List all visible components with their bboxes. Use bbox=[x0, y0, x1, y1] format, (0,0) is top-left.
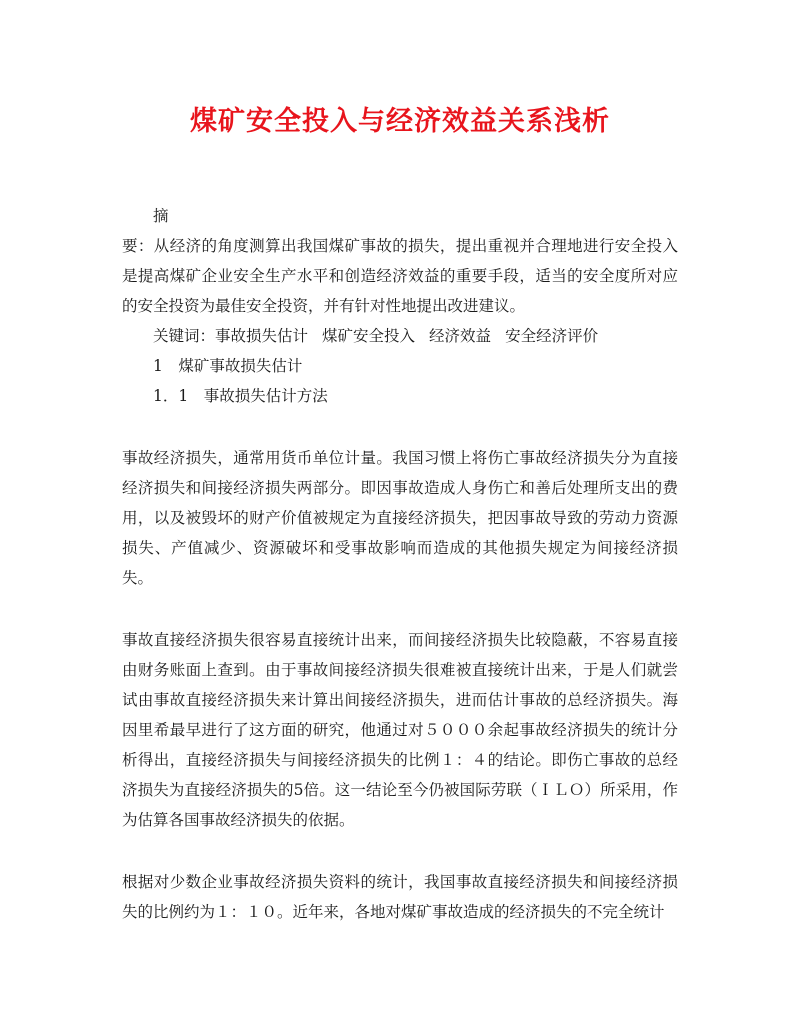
document-title: 煤矿安全投入与经济效益关系浅析 bbox=[190, 106, 610, 137]
body-paragraph: 根据对少数企业事故经济损失资料的统计，我国事故直接经济损失和间接经济损失的比例约为１：１０。近年来，各地对煤矿事故造成的经济损失的不完全统计 bbox=[122, 873, 678, 921]
keywords-line bbox=[122, 321, 678, 351]
keywords-label: 关键词： bbox=[153, 327, 216, 345]
body-paragraph: 事故直接经济损失很容易直接统计出来，而间接经济损失比较隐蔽，不容易直接由财务账面上查到。由于事故间接经济损失很难被直接统计出来，于是人们就尝试由事故直接经济损失来计算出间接经济损失，进而估计事故的总经济损失。海因里希最早进行了这方面的研究，他通过对５０００余起事故经济损失的统计分析得出，直接经济损失与间接经济损失的比例１：４的结论。即伤亡事故的总经济损失为直接经济损失的5倍。这一结论至今仍被国际劳联（ＩＬＯ）所采用，作为估算各国事故经济损失的依据。 bbox=[122, 631, 678, 829]
keyword-item: 事故损失估计 bbox=[215, 327, 309, 345]
body-paragraph: 事故经济损失，通常用货币单位计量。我国习惯上将伤亡事故经济损失分为直接经济损失和间接经济损失两部分。即因事故造成人身伤亡和善后处理所支出的费用，以及被毁坏的财产价值被规定为直接经济损失，把因事故导致的劳动力资源损失、产值减少、资源破坏和受事故影响而造成的其他损失规定为间接经济损失。 bbox=[122, 449, 678, 587]
keyword-item: 煤矿安全投入 bbox=[322, 327, 416, 345]
section-heading-1-1: 1．1 事故损失估计方法 bbox=[153, 387, 328, 405]
keyword-item: 安全经济评价 bbox=[505, 327, 599, 345]
section-heading-1: 1 煤矿事故损失估计 bbox=[153, 357, 303, 375]
abstract-heading: 摘 bbox=[153, 207, 169, 225]
document-body bbox=[122, 201, 678, 927]
keyword-item: 经济效益 bbox=[429, 327, 492, 345]
abstract-text: 要：从经济的角度测算出我国煤矿事故的损失，提出重视并合理地进行安全投入是提高煤矿企业安全生产水平和创造经济效益的重要手段，适当的安全度所对应的安全投资为最佳安全投资，并有针对性地提出改进建议。 bbox=[122, 237, 678, 315]
